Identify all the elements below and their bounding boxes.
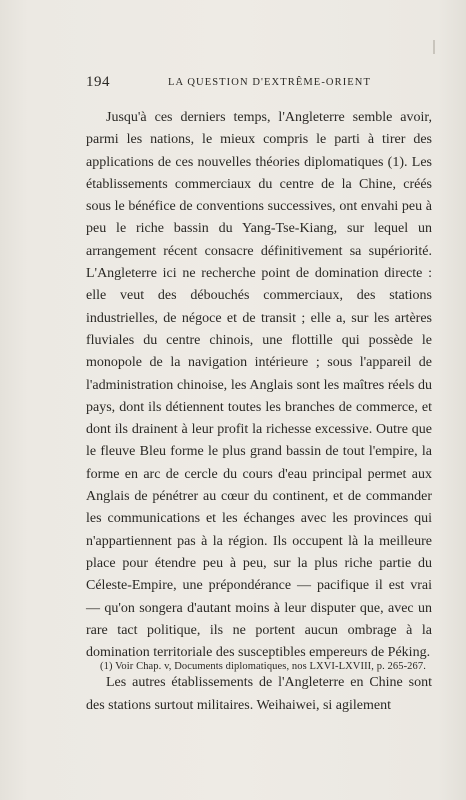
paragraph-1: Jusqu'à ces derniers temps, l'Angleterre semble avoir, parmi les nations, le mieux compris le parti à tirer des applications de ces nouvelles théories diplomatiques (1). Les établissements commerciaux du centre de la Chine, créés sous le bénéfice de conventions successives, ont envahi peu à peu le riche bassin du Yang-Tse-Kiang, sur lequel un arrangement récent consacre définitivement sa supériorité. L'Angleterre ici ne recherche point de domination directe : elle veut des débouchés commerciaux, des stations industrielles, de négoce et de transit ; elle a, sur les artères fluviales du centre chinois, une flottille qui possède le monopole de la navigation intérieure ; sous l'appareil de l'administration chinoise, les Anglais sont les maîtres réels du pays, dont ils détiennent toutes les branches de commerce, et dont ils drainent à leur profit la richesse excessive. Outre que le fleuve Bleu forme le plus grand bassin de tout l'empire, la forme en arc de cercle du cours d'eau principal permet aux Anglais de pénétrer au cœur du continent, et de commander les communications et les échanges avec les provinces qui n'appartiennent pas à la région. Ils occupent là la meilleure place pour étendre peu à peu, sur la plus riche partie du Céleste-Empire, une prépondérance — pacifique il est vrai — qu'on songera d'autant moins à leur disputer que, avec un rare tact politique, ils ne portent aucun ombrage à la domination territoriale des susceptibles empereurs de Péking. — [86, 110, 432, 661]
footnote: (1) Voir Chap. v, Documents diplomatiques, nos LXVI-LXVIII, p. 265-267. — [100, 661, 426, 672]
running-title: LA QUESTION D'EXTRÊME-ORIENT — [168, 77, 372, 88]
paragraph-2: Les autres établissements de l'Angleterre en Chine sont des stations surtout militaires. Weihaiwei, si agilement — [86, 675, 432, 713]
page-number: 194 — [86, 74, 110, 90]
page-edge-mark — [433, 40, 435, 54]
body-text — [86, 107, 432, 717]
running-head — [0, 74, 466, 94]
